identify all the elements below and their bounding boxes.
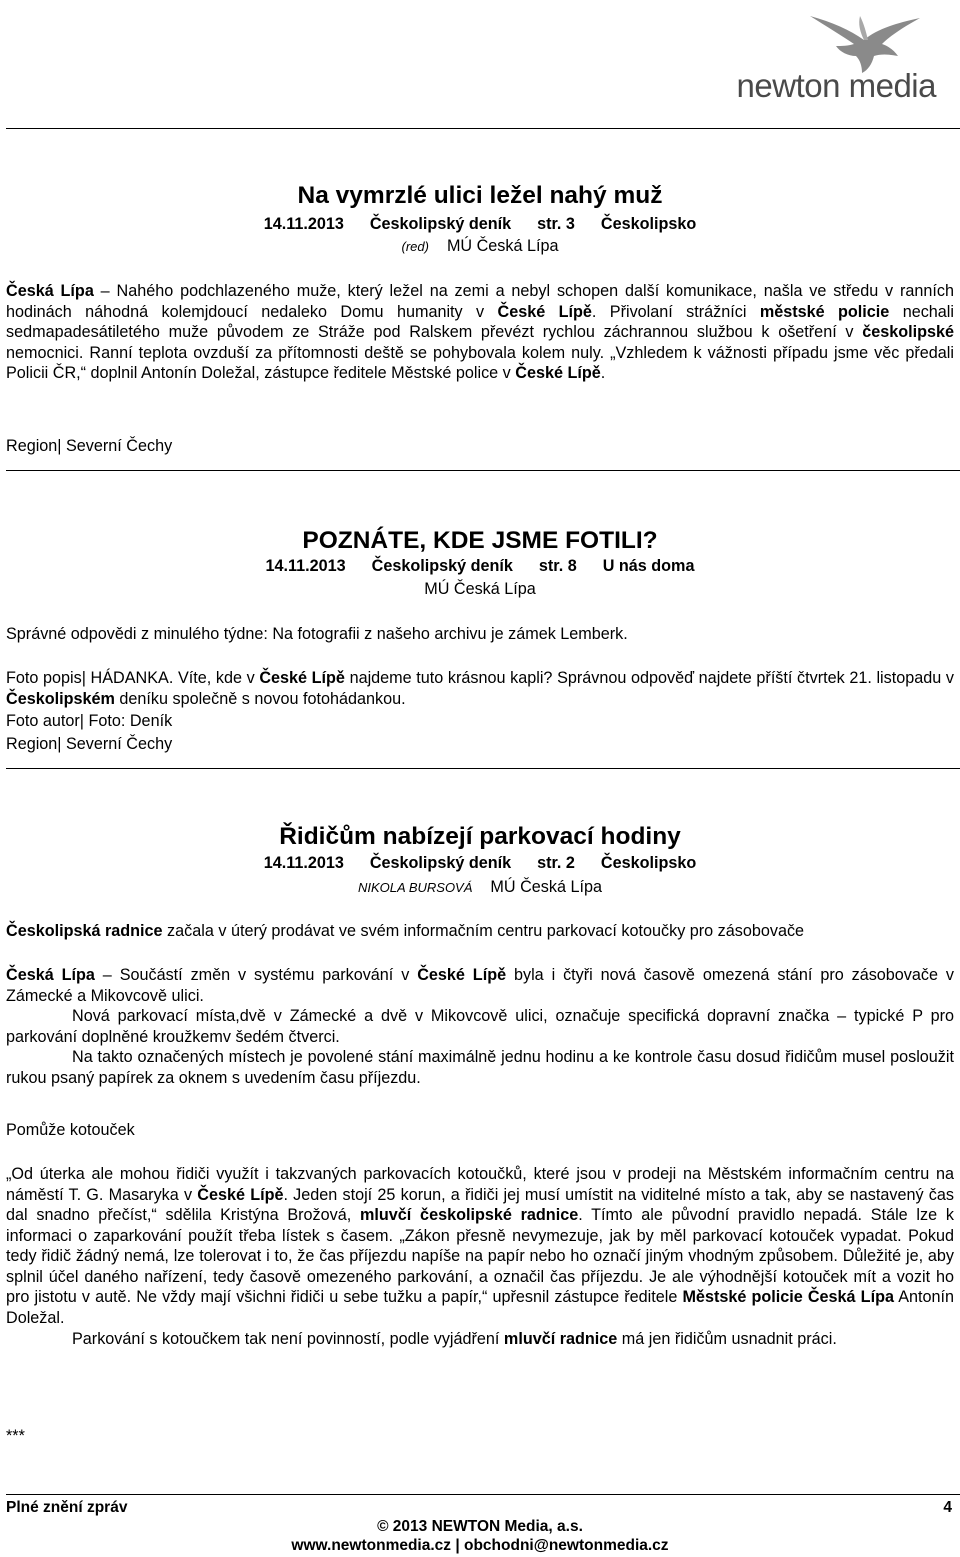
article-author-line	[0, 236, 960, 258]
article-body	[6, 965, 954, 1088]
hummingbird-icon	[802, 10, 922, 74]
article-meta	[0, 853, 960, 874]
article-source: Českolipský deník	[369, 215, 512, 233]
newton-media-logo	[726, 10, 936, 104]
article-author: NIKOLA BURSOVÁ	[358, 880, 473, 895]
article-section: Českolipsko	[600, 215, 697, 233]
article-photo-author: Foto autor| Foto: Deník	[6, 712, 173, 730]
article-date: 14.11.2013	[263, 854, 344, 872]
article-office: MÚ Česká Lípa	[490, 878, 602, 896]
article-lead: Českolipská radnice začala v úterý prodávat ve svém informačním centru parkovací kotoučky pro zásobovače	[6, 922, 805, 940]
footer-copyright: © 2013 NEWTON Media, a.s.	[377, 1518, 583, 1535]
page-number: 4	[943, 1499, 952, 1516]
article-paragraph: Správné odpovědi z minulého týdne: Na fotografii z našeho archivu je zámek Lemberk.	[6, 625, 628, 643]
article-title: POZNÁTE, KDE JSME FOTILI?	[302, 527, 658, 554]
article-meta	[0, 214, 960, 235]
article-office: MÚ Česká Lípa	[446, 237, 559, 255]
article-title: Řidičům nabízejí parkovací hodiny	[279, 823, 681, 850]
article-paragraph: Parkování s kotoučkem tak není povinností, podle vyjádření mluvčí radnice má jen řidičům usnadnit práci.	[72, 1330, 837, 1348]
article-body	[6, 281, 954, 384]
article-page: str. 3	[537, 215, 575, 233]
article-paragraph: „Od úterka ale mohou řidiči využít i takzvaných parkovacích kotoučků, které jsou v prodeji na Městském informačním centru na náměstí T. G. Masaryka v České Lípě. Jeden stojí 25 korun, a řidiči jej musí umístit na viditelné místo a tak, aby se nastavený čas dal snadno přečíst,“ sdělila Kristýna Brožová, mluvčí českolipské radnice. Tímto ale původní pravidlo nepadá. Stále lze k informaci o zaparkování použít třeba lístek s časem. „Zákon přesně nevymezuje, jak by měl parkovací kotouček vypadat. Pokud tedy řidič žádný nemá, lze tolerovat i to, že čas příjezdu napíše na papír nebo ho označí jiným vhodným způsobem. Důležité je, aby splnil účel daného nařízení, tedy časově omezeného parkování, a označil čas příjezdu. Je ale výhodnější kotouček mít a vozit ho pro jistotu v autě. Ne vždy mají všichni řidiči u sebe tužku a papír,“ upřesnil zástupce ředitele Městské policie Česká Lípa Antonín Doležal.	[6, 1165, 955, 1327]
logo-text: newton media	[736, 67, 936, 104]
header-divider	[6, 128, 960, 129]
article-end-marker: ***	[6, 1427, 25, 1445]
article-author: (red)	[401, 239, 429, 254]
article-paragraph: Foto popis| HÁDANKA. Víte, kde v České Lípě najdeme tuto krásnou kapli? Správnou odpověď najdete příští čtvrtek 21. listopadu v Českolipském deníku společně s novou fotohádankou.	[6, 669, 954, 708]
article-date: 14.11.2013	[263, 215, 344, 233]
article-region: Region| Severní Čechy	[6, 735, 173, 753]
article-source: Českolipský deník	[371, 557, 513, 575]
article-section: Českolipsko	[600, 854, 697, 872]
footer-divider	[6, 1494, 960, 1495]
article-subhead: Pomůže kotouček	[6, 1121, 135, 1139]
article-meta	[0, 556, 960, 577]
article-office: MÚ Česká Lípa	[424, 580, 536, 598]
article-paragraph: Nová parkovací místa,dvě v Zámecké a dvě v Mikovcově ulici, označuje specifická dopravní značka – typické P pro parkování doplněné kroužkemv šedém čtverci.	[6, 1007, 954, 1046]
article-region: Region| Severní Čechy	[6, 437, 173, 455]
article-title: Na vymrzlé ulici ležel nahý muž	[297, 182, 663, 209]
article-date: 14.11.2013	[265, 557, 346, 575]
article-paragraph: Česká Lípa – Součástí změn v systému parkování v České Lípě byla i čtyři nová časově omezená stání pro zásobovače v Zámecké a Mikovcově ulici.	[6, 966, 954, 1005]
article-section: U nás doma	[602, 557, 695, 575]
article-page: str. 2	[537, 854, 575, 872]
article-author-line	[0, 877, 960, 899]
footer-contact: www.newtonmedia.cz | obchodni@newtonmedia.cz	[291, 1537, 669, 1554]
article-body	[6, 1164, 954, 1351]
article-paragraph: Česká Lípa – Nahého podchlazeného muže, který ležel na zemi a nebyl schopen další komunikace, našla ve středu v ranních hodinách náhodná kolemjdoucí nedaleko Domu humanity v České Lípě. Přivolaní strážníci městské policie nechali sedmapadesátiletého muže původem ze Stráže pod Ralskem převézt rychlou záchrannou službou k ošetření v českolipské nemocnici. Ranní teplota ovzduší za přítomnosti deště se pohybovala kolem nuly. „Vzhledem k vážnosti případu jsme věc předali Policii ČR,“ doplnil Antonín Doležal, zástupce ředitele Městské police v České Lípě.	[6, 282, 954, 382]
article-divider	[6, 768, 960, 769]
article-divider	[6, 470, 960, 471]
article-page: str. 8	[538, 557, 577, 575]
footer-label: Plné znění zpráv	[6, 1499, 128, 1516]
article-source: Českolipský deník	[369, 854, 512, 872]
article-paragraph: Na takto označených místech je povolené stání maximálně jednu hodinu a ke kontrole času dosud řidičům musel posloužit rukou psaný papírek za oknem s uvedením času příjezdu.	[6, 1048, 954, 1087]
